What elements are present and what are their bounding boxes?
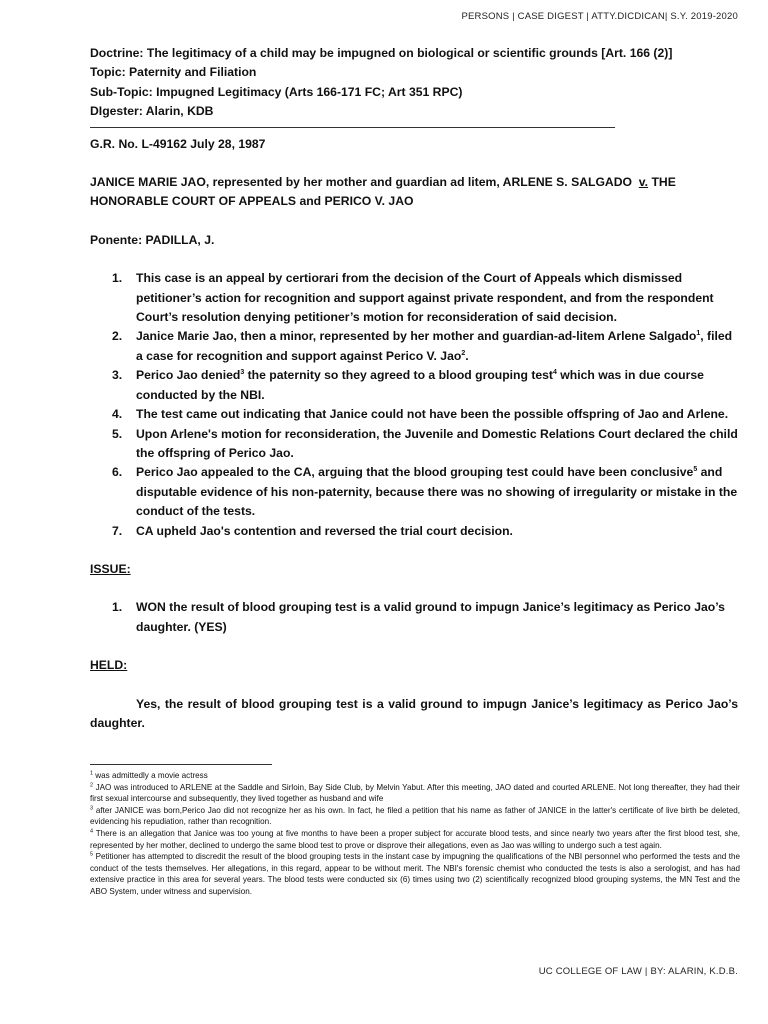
fact-text: The test came out indicating that Janice could not have been the possible offspring of Jao and Arlene. <box>136 407 729 422</box>
separator-rule <box>90 126 615 128</box>
fact-text: This case is an appeal by certiorari from the decision of the Court of Appeals which dismissed petitioner’s action for recognition and support against private respondent, and from the respondent Court’s resolution denying petitioner’s motion for reconsideration of said decision. <box>136 271 714 325</box>
footnote-number: 4 <box>90 828 94 835</box>
fact-number: 4. <box>112 407 123 422</box>
doctrine-line: Doctrine: The legitimacy of a child may be impugned on biological or scientific grounds [Art. 166 (2)] <box>90 46 673 60</box>
fact-item <box>90 327 738 366</box>
issue-item <box>90 598 738 637</box>
footnote-text: after JANICE was born,Perico Jao did not recognize her as his own. In fact, he filed a petition that his name as father of JANICE in the latter's certificate of live birth be deleted, evidencing his repudiation, rather than recognition. <box>90 805 740 827</box>
fact-number: 3. <box>112 368 123 383</box>
fact-item <box>90 269 738 327</box>
ponente: Ponente: PADILLA, J. <box>90 232 215 247</box>
footnote-ref[interactable]: 1 <box>696 330 701 338</box>
footnote-number: 2 <box>90 781 94 788</box>
footnote-number: 5 <box>90 851 94 858</box>
footnote-ref[interactable]: 5 <box>693 466 698 474</box>
fact-text: . <box>465 348 469 363</box>
footnote-text: Petitioner has attempted to discredit the result of the blood grouping tests in the instant case by impugning the qualifications of the NBI personnel who performed the tests and the conduct of the tests themselves. Her allegations, in this regard, appear to be without merit. The NBI's forensic chemist who conducted the tests is also a serologist, and has had extensive practice in this area for several years. The blood tests were conducted six (6) times using two (2) scientifically recognized blood grouping systems, the MN Test and the ABO System, under witness and supervision. <box>90 852 740 896</box>
footnote-text: was admittedly a movie actress <box>93 771 208 780</box>
fact-number: 5. <box>112 426 123 441</box>
footnote-text: JAO was introduced to ARLENE at the Saddle and Sirloin, Bay Side Club, by Melvin Yabut. After this meeting, JAO dated and courted ARLENE. Not long thereafter, they had their first sexual intercourse and subsequently, they lived together as husband and wife <box>90 782 740 804</box>
footnote-ref[interactable]: 3 <box>240 369 245 377</box>
footnote-text: There is an allegation that Janice was too young at five months to have been a proper subject for accurate blood tests, and since nearly two years after the first blood test, she, represented by her mother, declined to undergo the same blood test to prove or disprove their allegations, even as Jao was willing to undergo such a test again. <box>90 828 740 850</box>
footnote <box>90 851 740 897</box>
fact-item <box>90 405 738 424</box>
fact-text: the paternity so they agreed to a blood grouping test <box>244 368 553 383</box>
fact-text: Janice Marie Jao, then a minor, represented by her mother and guardian-ad-litem Arlene Salgado <box>136 329 697 344</box>
issue-list <box>90 598 738 637</box>
fact-text: which was in due course conducted by the NBI. <box>136 368 704 402</box>
fact-text: , filed a case for recognition and support against Perico V. Jao <box>136 329 733 363</box>
gr-number: G.R. No. L-49162 July 28, 1987 <box>90 136 266 151</box>
and-word: and <box>296 194 325 209</box>
facts-list <box>90 269 738 541</box>
footnote-separator <box>90 764 272 765</box>
party-petitioner: JANICE MARIE JAO <box>90 175 206 190</box>
topic-line: Topic: Paternity and Filiation <box>90 65 257 80</box>
held-heading: HELD: <box>90 658 128 673</box>
digester-line: DIgester: Alarin, KDB <box>90 104 214 119</box>
party-respondent: PERICO V. JAO <box>324 194 414 209</box>
fact-item <box>90 522 738 541</box>
fact-text: and disputable evidence of his non-paternity, because there was no showing of irregularity or mistake in the conduct of the tests. <box>136 465 738 519</box>
fact-item <box>90 425 738 464</box>
fact-number: 1. <box>112 271 123 286</box>
footnote-number: 1 <box>90 770 94 777</box>
subtopic-line: Sub-Topic: Impugned Legitimacy (Arts 166-171 FC; Art 351 RPC) <box>90 84 463 99</box>
fact-text: Perico Jao appealed to the CA, arguing that the blood grouping test could have been conclusive <box>136 465 694 480</box>
issue-text: WON the result of blood grouping test is a valid ground to impugn Janice’s legitimacy as Perico Jao’s daughter. (YES) <box>136 600 725 634</box>
footnote <box>90 828 740 851</box>
footnote <box>90 805 740 828</box>
footnote <box>90 770 740 782</box>
fact-text: Perico Jao denied <box>136 368 241 383</box>
fact-number: 6. <box>112 465 123 480</box>
fact-text: CA upheld Jao's contention and reversed the trial court decision. <box>136 523 513 538</box>
footnote <box>90 782 740 805</box>
digest-body <box>90 44 738 733</box>
fact-number: 2. <box>112 329 123 344</box>
versus: v. <box>638 175 649 190</box>
case-title <box>90 173 738 212</box>
fact-number: 7. <box>112 523 123 538</box>
footnotes <box>90 770 740 898</box>
party-respondent-court: THE HONORABLE COURT OF APPEALS <box>90 175 676 209</box>
issue-number: 1. <box>112 600 123 615</box>
party-guardian: ARLENE S. SALGADO <box>502 175 633 190</box>
running-footer: UC COLLEGE OF LAW | BY: ALARIN, K.D.B. <box>538 966 738 977</box>
held-text: Yes, the result of blood grouping test is a valid ground to impugn Janice’s legitimacy as Perico Jao’s daughter. <box>90 696 738 730</box>
issue-heading: ISSUE: <box>90 561 131 576</box>
footnote-number: 3 <box>90 805 94 812</box>
footnote-ref[interactable]: 4 <box>553 369 557 377</box>
fact-item <box>90 463 738 521</box>
running-header: PERSONS | CASE DIGEST | ATTY.DICDICAN| S.Y. 2019-2020 <box>461 11 738 22</box>
fact-text: Upon Arlene's motion for reconsideration, the Juvenile and Domestic Relations Court declared the child the offspring of Perico Jao. <box>136 426 738 460</box>
footnote-ref[interactable]: 2 <box>461 349 466 357</box>
fact-item <box>90 366 738 405</box>
party-petitioner-rest: , represented by her mother and guardian ad litem, <box>205 175 503 190</box>
